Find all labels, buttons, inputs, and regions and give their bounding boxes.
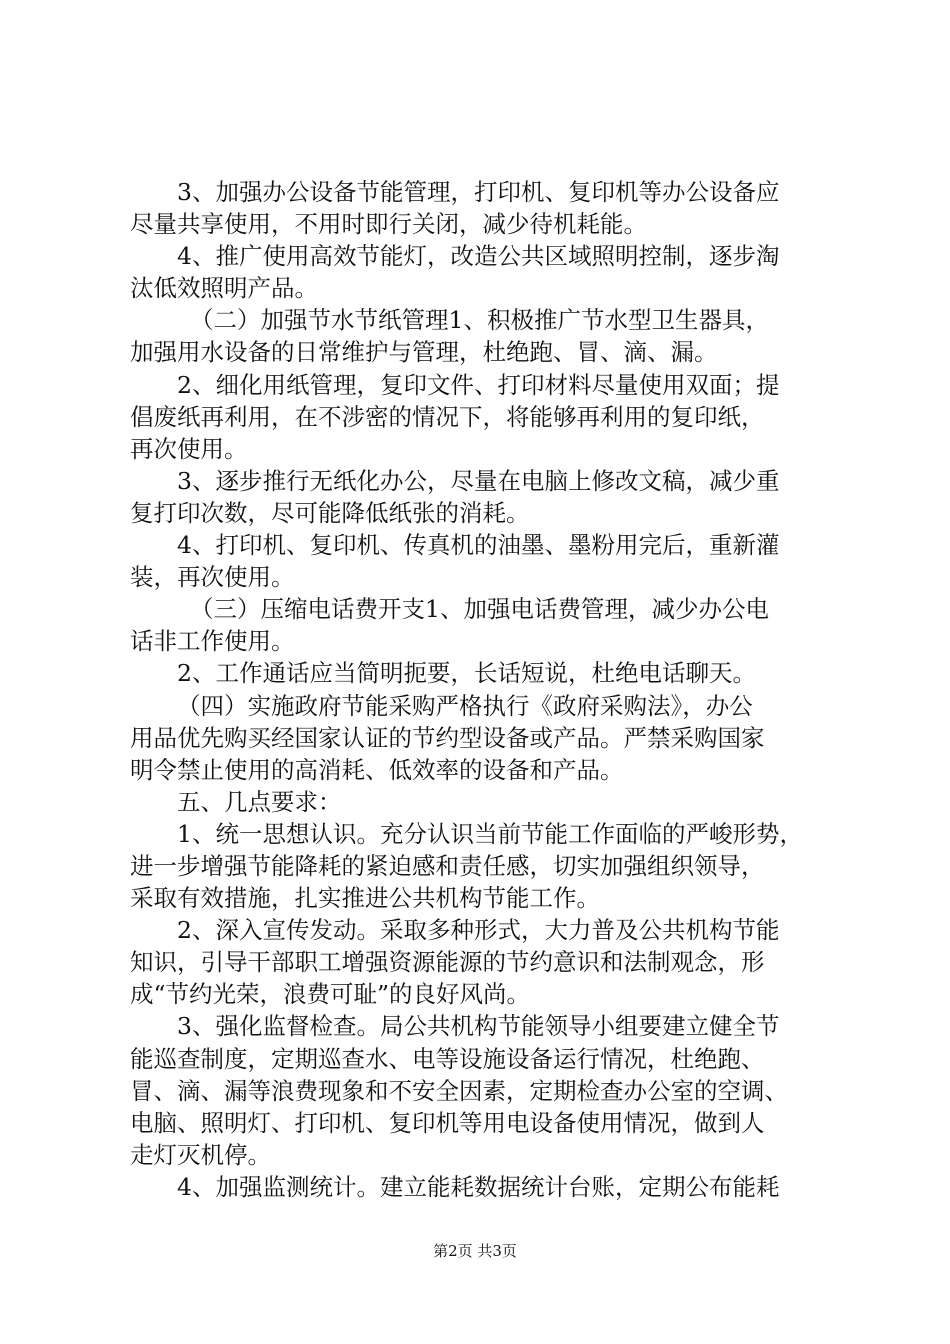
text-line: 4、推广使用高效节能灯，改造公共区域照明控制，逐步淘: [177, 242, 780, 271]
text-line: 冒、滴、漏等浪费现象和不安全因素，定期检查办公室的空调、: [130, 1076, 788, 1105]
text-line: 再次使用。: [130, 434, 248, 463]
text-line: 装，再次使用。: [130, 563, 295, 592]
text-line: 1、统一思想认识。充分认识当前节能工作面临的严峻形势，: [177, 819, 803, 848]
text-line: 用品优先购买经国家认证的节约型设备或产品。严禁采购国家: [130, 723, 765, 752]
text-line: （二）加强节水节纸管理1、积极推广节水型卫生器具，: [190, 306, 769, 335]
text-line: 加强用水设备的日常维护与管理，杜绝跑、冒、滴、漏。: [130, 338, 718, 367]
text-line: 走灯灭机停。: [130, 1140, 271, 1169]
text-line: （三）压缩电话费开支1、加强电话费管理，减少办公电: [190, 595, 769, 624]
text-line: 电脑、照明灯、打印机、复印机等用电设备使用情况，做到人: [130, 1108, 765, 1137]
text-line: 4、打印机、复印机、传真机的油墨、墨粉用完后，重新灌: [177, 531, 780, 560]
text-line: 话非工作使用。: [130, 627, 295, 656]
document-body: [130, 176, 835, 1203]
text-line: 能巡查制度，定期巡查水、电等设施设备运行情况，杜绝跑、: [130, 1044, 765, 1073]
text-line: 明令禁止使用的高消耗、低效率的设备和产品。: [130, 755, 624, 784]
text-line: 知识，引导干部职工增强资源能源的节约意识和法制观念，形: [130, 948, 765, 977]
text-line: 2、深入宣传发动。采取多种形式，大力普及公共机构节能: [177, 916, 780, 945]
text-line: 2、细化用纸管理，复印文件、打印材料尽量使用双面；提: [177, 370, 780, 399]
page-footer: 第2页 共3页: [433, 1242, 517, 1260]
text-line: 采取有效措施，扎实推进公共机构节能工作。: [130, 884, 600, 913]
text-line: 4、加强监测统计。建立能耗数据统计台账，定期公布能耗: [177, 1172, 780, 1201]
text-line: 2、工作通话应当简明扼要，长话短说，杜绝电话聊天。: [177, 659, 756, 688]
text-line: 3、加强办公设备节能管理，打印机、复印机等办公设备应: [177, 178, 780, 206]
text-line: （四）实施政府节能采购严格执行《政府采购法》，办公: [177, 691, 753, 720]
text-line: 进一步增强节能降耗的紧迫感和责任感，切实加强组织领导，: [130, 851, 765, 880]
text-line: 复打印次数，尽可能降低纸张的消耗。: [130, 498, 530, 527]
text-line: 五、几点要求：: [177, 787, 342, 816]
text-line: 倡废纸再利用，在不涉密的情况下，将能够再利用的复印纸，: [130, 402, 765, 431]
text-line: 尽量共享使用，不用时即行关闭，减少待机耗能。: [130, 210, 647, 239]
text-line: 3、逐步推行无纸化办公，尽量在电脑上修改文稿，减少重: [177, 466, 780, 495]
text-line: 成“节约光荣，浪费可耻”的良好风尚。: [130, 980, 531, 1009]
text-line: 汰低效照明产品。: [130, 274, 318, 303]
text-line: 3、强化监督检查。局公共机构节能领导小组要建立健全节: [177, 1012, 780, 1041]
